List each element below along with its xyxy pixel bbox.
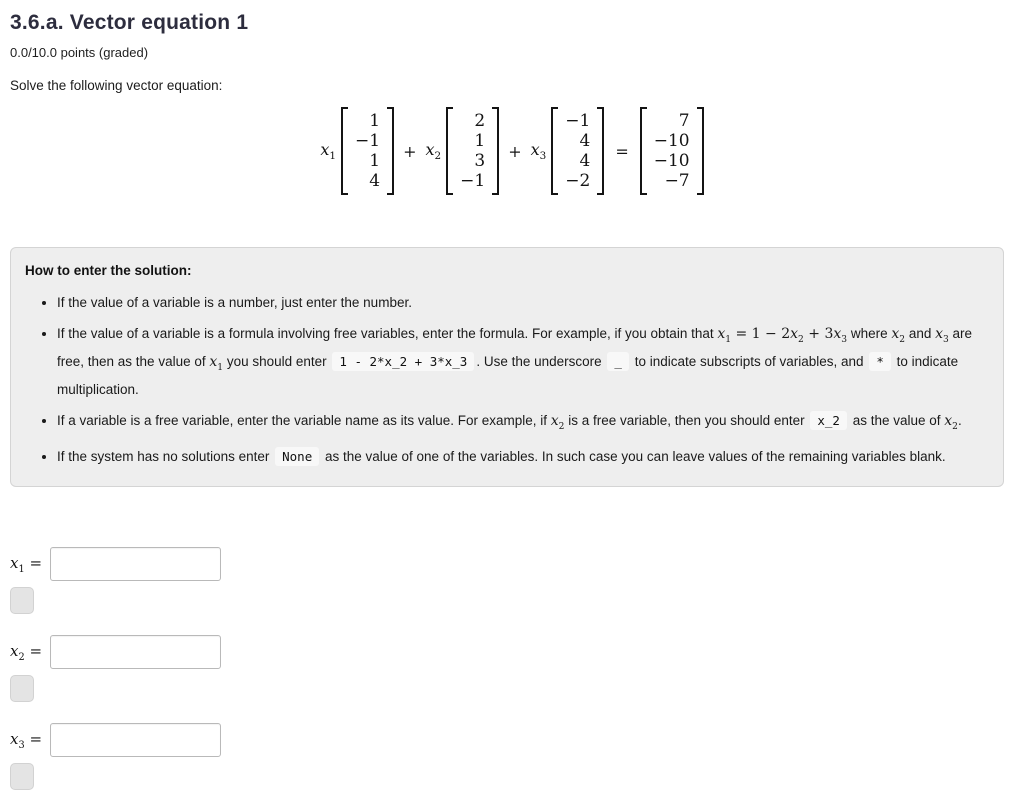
right-bracket [387, 107, 394, 195]
problem-title: 3.6.a. Vector equation 1 [10, 11, 249, 34]
answer-label-x1: $x_1$ = [10, 553, 43, 575]
right-bracket [492, 107, 499, 195]
vector-entry: 4 [579, 151, 591, 171]
answer-input-x3[interactable] [50, 723, 221, 757]
code-snippet: _ [607, 352, 629, 371]
vector-entries [453, 107, 492, 195]
left-bracket [551, 107, 558, 195]
vector-entry: −1 [355, 131, 381, 151]
left-bracket [640, 107, 647, 195]
vector-entries [558, 107, 597, 195]
left-bracket [341, 107, 348, 195]
vector-equation [10, 100, 1014, 202]
bullet-math: $x_1 = 1 - 2x_2 + 3x_3$ [717, 326, 848, 345]
answer-block-x2 [10, 635, 1014, 702]
vector-entry: −7 [664, 171, 690, 191]
column-vector-1 [341, 107, 394, 195]
vector-entry: −2 [565, 171, 591, 191]
bullet-text: as the value of [848, 412, 945, 428]
vector-entries [647, 107, 697, 195]
code-snippet: 1 - 2*x_2 + 3*x_3 [332, 352, 474, 371]
code-snippet: * [869, 352, 891, 371]
prompt-text: Solve the following vector equation: [10, 78, 223, 93]
answer-input-x1[interactable] [50, 547, 221, 581]
answer-label-x3: $x_3$ = [10, 729, 43, 751]
bullet-text: . Use the underscore [476, 353, 606, 369]
bullet-text: where [847, 326, 892, 341]
bullet-math: $x_2$ [944, 412, 958, 432]
bullet-text: and [905, 326, 936, 341]
bullet-text: . [957, 412, 962, 428]
answer-row-x3 [10, 723, 1014, 757]
answer-block-x1 [10, 547, 1014, 614]
bullet-text: to indicate subscripts of variables, and [630, 353, 868, 369]
instruction-bullet-3 [57, 410, 985, 438]
bullet-text: are free, then as the value of [57, 326, 973, 369]
instruction-bullet-1 [57, 292, 985, 314]
answer-row-x1 [10, 547, 1014, 581]
answer-status-box-x3 [10, 763, 34, 790]
answer-label-x2: $x_2$ = [10, 641, 43, 663]
bullet-text: If a variable is a free variable, enter the variable name as its value. For example, if [57, 412, 551, 428]
bullet-text: to indicate multiplication. [57, 353, 959, 397]
column-vector-3 [551, 107, 604, 195]
coefficient-x_2: $x_2$ [425, 139, 442, 163]
bullet-math: $x_3$ [935, 326, 949, 345]
points-line: 0.0/10.0 points (graded) [10, 45, 149, 60]
code-snippet: None [275, 447, 319, 466]
instructions-box [10, 247, 1004, 487]
vector-entry: −1 [565, 111, 591, 131]
code-snippet: x_2 [810, 411, 847, 430]
vector-entry: −10 [653, 151, 690, 171]
vector-entry: 2 [474, 111, 486, 131]
vector-entry: 4 [369, 171, 381, 191]
answer-block-x3 [10, 723, 1014, 790]
right-bracket [597, 107, 604, 195]
instructions-heading: How to enter the solution: [25, 263, 192, 278]
equals-sign: = [615, 141, 629, 161]
vector-entry: 7 [678, 111, 690, 131]
bullet-text: If the system has no solutions enter [57, 449, 274, 465]
vector-entry: 1 [369, 111, 381, 131]
answer-status-box-x1 [10, 587, 34, 614]
answer-status-box-x2 [10, 675, 34, 702]
answers-section [10, 547, 1014, 790]
bullet-text: is a free variable, then you should enter [564, 412, 809, 428]
instruction-bullet-2 [57, 323, 985, 401]
answer-row-x2 [10, 635, 1014, 669]
vector-entry: 1 [474, 131, 486, 151]
instructions-list [25, 292, 985, 468]
coefficient-x_3: $x_3$ [530, 139, 547, 163]
vector-entry: −1 [460, 171, 486, 191]
bullet-math: $x_2$ [550, 412, 565, 432]
bullet-text: If the value of a variable is a number, just enter the number. [57, 295, 412, 310]
bullet-math: $x_2$ [891, 326, 906, 345]
column-vector-2 [446, 107, 499, 195]
bullet-text: If the value of a variable is a formula involving free variables, enter the formula. For example, if you obtain that [57, 326, 718, 341]
vector-entry: 3 [474, 151, 486, 171]
instruction-bullet-4 [57, 446, 985, 468]
plus-operator: + [403, 141, 417, 161]
vector-entry: −10 [653, 131, 690, 151]
bullet-text: you should enter [223, 353, 331, 369]
bullet-text: as the value of one of the variables. In such case you can leave values of the remaining variables blank. [321, 449, 946, 465]
left-bracket [446, 107, 453, 195]
coefficient-x_1: $x_1$ [320, 139, 337, 163]
vector-entries [348, 107, 387, 195]
vector-entry: 4 [579, 131, 591, 151]
answer-input-x2[interactable] [50, 635, 221, 669]
result-vector [640, 107, 704, 195]
bullet-math: $x_1$ [209, 353, 224, 373]
right-bracket [697, 107, 704, 195]
vector-entry: 1 [369, 151, 381, 171]
plus-operator: + [508, 141, 522, 161]
